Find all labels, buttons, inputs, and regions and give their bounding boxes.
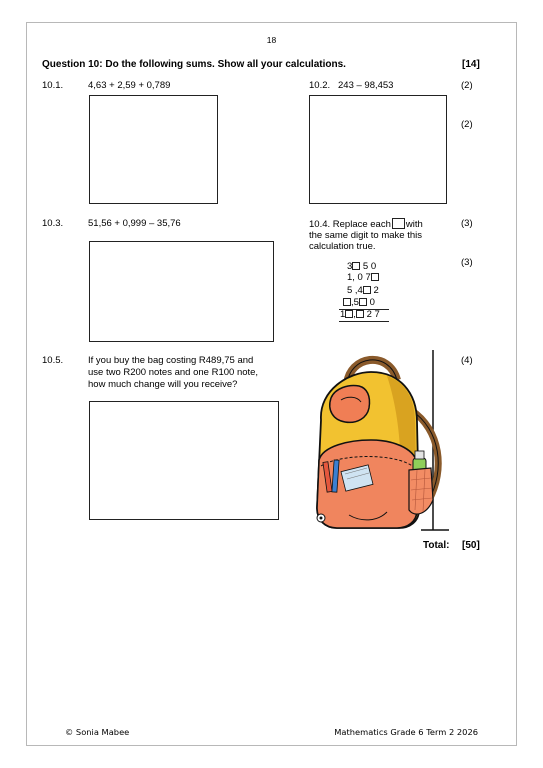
puzzle-digit: 2	[370, 285, 379, 296]
sum-line	[339, 321, 389, 322]
answer-box-10-2[interactable]	[309, 95, 447, 204]
puzzle-row-3	[347, 286, 379, 297]
item-10-4-mark-1: (3)	[461, 218, 473, 229]
footer-copyright: © Sonia Mabee	[65, 727, 130, 737]
blank-square-icon[interactable]	[363, 286, 371, 294]
item-10-5-mark: (4)	[461, 355, 473, 366]
item-10-5-line-2: use two R200 notes and one R100 note,	[88, 367, 259, 378]
puzzle-digit: 0	[366, 297, 375, 308]
item-10-4-text-b: with	[405, 219, 423, 230]
puzzle-digit: ,	[353, 309, 356, 320]
puzzle-digit: 5 ,4	[347, 285, 363, 296]
blank-square-icon[interactable]	[359, 298, 367, 306]
answer-box-10-5[interactable]	[89, 401, 279, 520]
page-number: 18	[266, 35, 277, 45]
blank-square-icon[interactable]	[343, 298, 351, 306]
backpack-illustration	[309, 350, 449, 535]
item-10-3-expression: 51,56 + 0,999 – 35,76	[88, 218, 181, 229]
item-10-3-number: 10.3.	[42, 218, 64, 229]
item-10-1-number: 10.1.	[42, 80, 64, 91]
puzzle-digit: ,5	[351, 297, 359, 308]
answer-box-10-3[interactable]	[89, 241, 274, 342]
item-10-4-text-c: the same digit to make this	[309, 230, 422, 241]
item-10-5-line-1: If you buy the bag costing R489,75 and	[88, 355, 254, 366]
item-10-2-expression: 243 – 98,453	[338, 80, 394, 91]
puzzle-digit: 3	[347, 261, 353, 272]
item-10-1-expression: 4,63 + 2,59 + 0,789	[88, 80, 171, 91]
footer-subject: Mathematics Grade 6 Term 2 2026	[334, 727, 478, 737]
question-marks: [14]	[462, 59, 480, 70]
item-10-4-mark-2: (3)	[461, 257, 473, 268]
item-10-5-line-3: how much change will you receive?	[88, 379, 238, 390]
puzzle-row-2	[347, 273, 379, 284]
item-10-4-text-d: calculation true.	[309, 241, 376, 252]
item-10-2-number: 10.2.	[309, 80, 331, 91]
blank-square-icon[interactable]	[371, 273, 379, 281]
item-10-4-text-a: Replace each	[332, 219, 391, 230]
total-value: [50]	[462, 540, 480, 551]
item-10-4-number: 10.4.	[309, 219, 331, 230]
puzzle-digit: 5 0	[360, 261, 377, 272]
blank-square-icon[interactable]	[356, 310, 364, 318]
item-10-2-mark-2: (2)	[461, 119, 473, 130]
puzzle-digit: 1	[340, 309, 346, 320]
puzzle-digit: 1, 0 7	[347, 272, 371, 283]
total-label: Total:	[423, 540, 450, 551]
puzzle-row-1	[347, 262, 376, 273]
puzzle-digit: 2 7	[363, 309, 380, 320]
blank-square-icon	[392, 218, 405, 229]
question-title: Question 10: Do the following sums. Show all your calculations.	[42, 59, 346, 70]
item-10-5-number: 10.5.	[42, 355, 64, 366]
item-10-2-mark-1: (2)	[461, 80, 473, 91]
puzzle-row-4	[343, 298, 375, 309]
answer-box-10-1[interactable]	[89, 95, 218, 204]
puzzle-row-5	[340, 310, 380, 321]
item-10-4-line-1	[309, 218, 423, 230]
